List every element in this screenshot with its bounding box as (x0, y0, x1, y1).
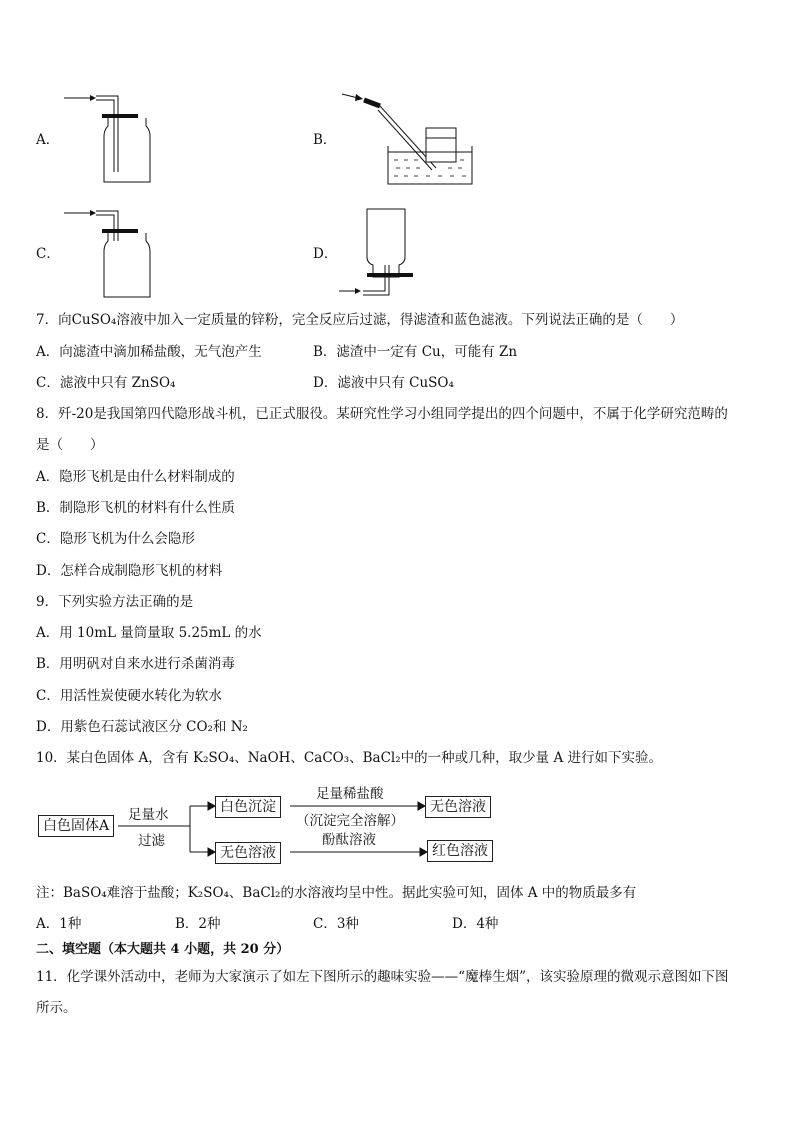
flow-filtrate-box: 无色溶液 (215, 842, 281, 864)
q11-stem-line2: 所示。 (36, 1000, 77, 1016)
q7-option-c: C．滤液中只有 ZnSO₄ (36, 375, 176, 391)
q10-option-d: D．4种 (452, 916, 499, 932)
q9-option-a: A．用 10mL 量筒量取 5.25mL 的水 (36, 625, 262, 641)
q7-stem: 7．向CuSO₄溶液中加入一定质量的锌粉，完全反应后过滤，得滤渣和蓝色滤液。下列说法正确的是（ ） (36, 312, 684, 328)
flow-phenol-result-box: 红色溶液 (427, 840, 493, 862)
flow-precipitate-box: 白色沉淀 (215, 796, 281, 818)
option-b-label: B． (313, 132, 337, 148)
q9-option-d: D．用紫色石蕊试液区分 CO₂和 N₂ (36, 719, 248, 735)
flow-step1-sublabel: 过滤 (138, 833, 165, 849)
option-a-label: A． (36, 132, 60, 148)
q9-option-c: C．用活性炭使硬水转化为软水 (36, 688, 222, 704)
q8-option-a: A．隐形飞机是由什么材料制成的 (36, 469, 235, 485)
q7-option-d: D．滤液中只有 CuSO₄ (313, 375, 454, 391)
q10-option-a: A．1种 (36, 916, 82, 932)
q7-option-a: A．向滤渣中滴加稀盐酸，无气泡产生 (36, 344, 262, 360)
flow-step1-label: 足量水 (128, 807, 169, 823)
q8-stem-line1: 8．歼-20是我国第四代隐形战斗机，已正式服役。某研究性学习小组同学提出的四个问题中，不属于化学研究范畴的 (36, 406, 728, 422)
section-2-title: 二、填空题（本大题共 4 小题，共 20 分） (36, 942, 290, 957)
flow-phenol-label: 酚酞溶液 (322, 832, 376, 848)
q9-option-b: B．用明矾对自来水进行杀菌消毒 (36, 656, 235, 672)
flow-acid-note: （沉淀完全溶解） (296, 813, 404, 829)
flow-acid-label: 足量稀盐酸 (316, 786, 384, 802)
option-c-label: C． (36, 246, 60, 262)
q10-option-b: B．2种 (175, 916, 221, 932)
q10-note: 注：BaSO₄难溶于盐酸；K₂SO₄、BaCl₂的水溶液均呈中性。据此实验可知，固体 A 中的物质最多有 (36, 885, 637, 901)
option-d-label: D． (313, 246, 338, 262)
q10-stem: 10．某白色固体 A，含有 K₂SO₄、NaOH、CaCO₃、BaCl₂中的一种或几种，取少量 A 进行如下实验。 (36, 750, 662, 766)
q8-option-b: B．制隐形飞机的材料有什么性质 (36, 500, 235, 516)
q7-option-b: B．滤渣中一定有 Cu，可能有 Zn (313, 344, 518, 360)
flow-acid-result-box: 无色溶液 (425, 796, 491, 818)
q8-stem-line2: 是（ ） (36, 437, 104, 453)
q10-option-c: C．3种 (313, 916, 359, 932)
q8-option-d: D．怎样合成制隐形飞机的材料 (36, 563, 223, 579)
flow-start-box: 白色固体A (38, 815, 114, 837)
q9-stem: 9．下列实验方法正确的是 (36, 594, 194, 610)
q11-stem-line1: 11．化学课外活动中，老师为大家演示了如左下图所示的趣味实验——“魔棒生烟”，该实验原理的微观示意图如下图 (36, 969, 729, 985)
q8-option-c: C．隐形飞机为什么会隐形 (36, 531, 195, 547)
